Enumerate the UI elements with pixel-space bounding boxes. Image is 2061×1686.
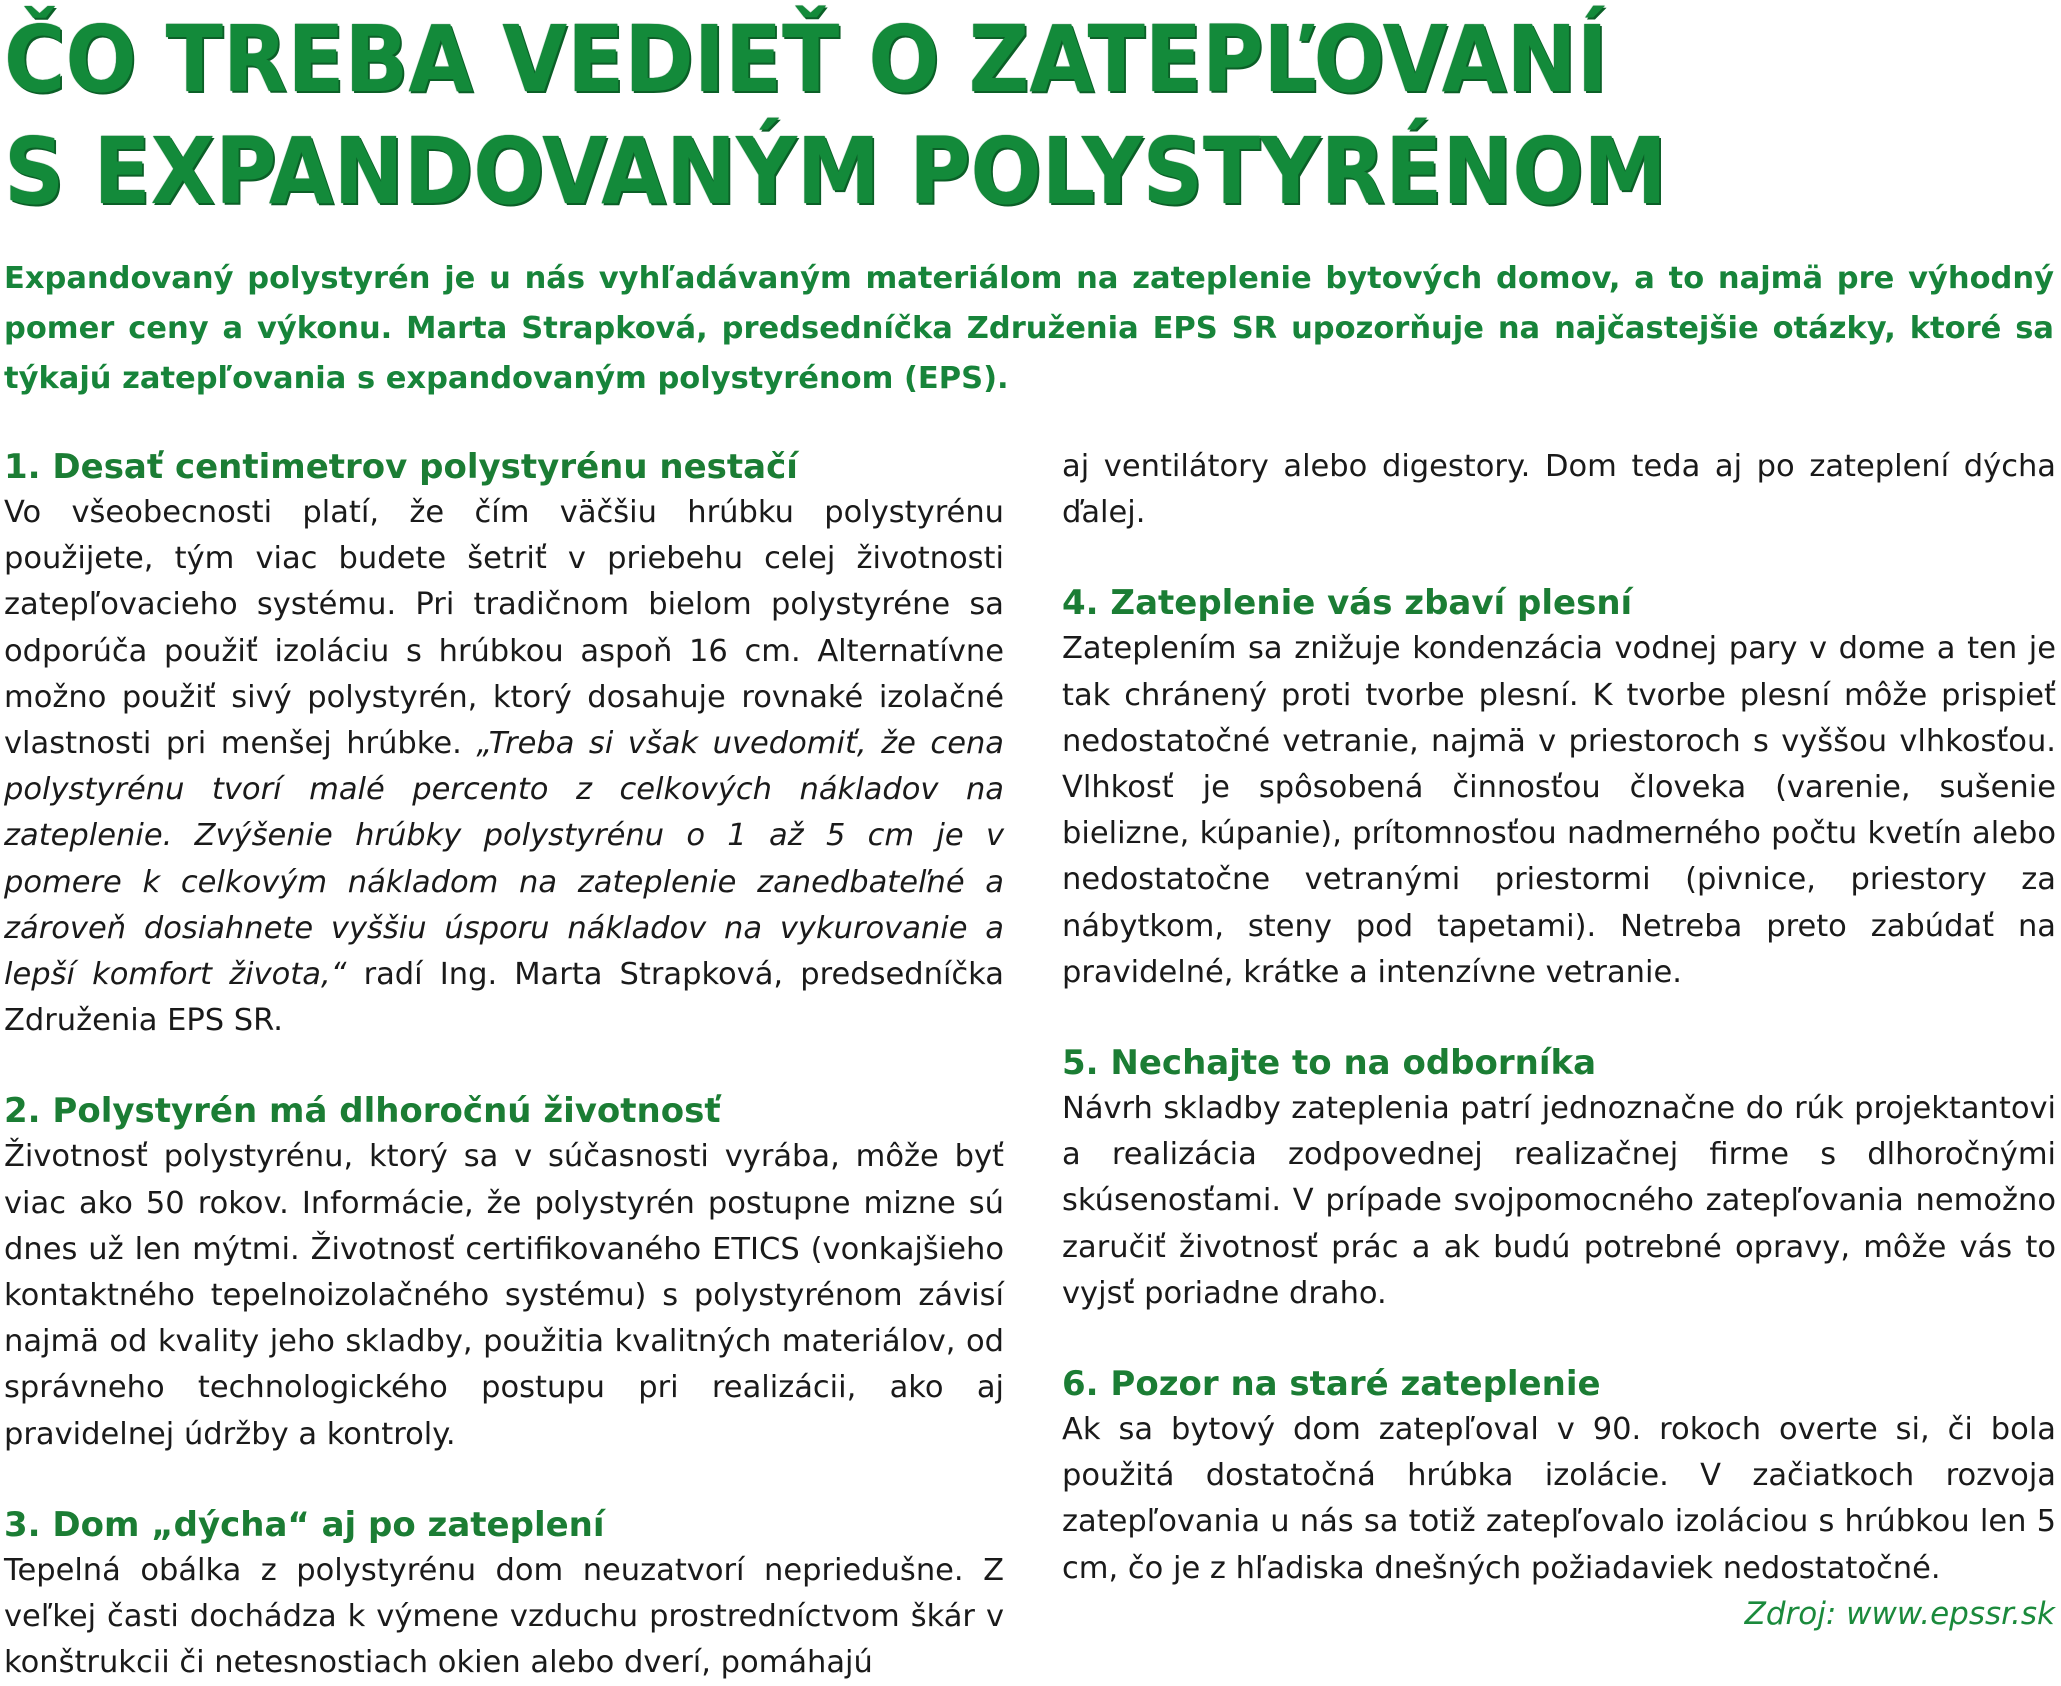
section-5-heading: 5. Nechajte to na odborníka [1062, 1043, 1597, 1084]
section-3-continuation-text: aj ventilátory alebo digestory. Dom teda aj po zateplení dýcha ďalej. [1062, 449, 2056, 531]
section-5 [1062, 1040, 2056, 1317]
section-5-body: Návrh skladby zateplenia patrí jednoznačne do rúk projektantovi a realizácia zodpovednej realizačnej firme s dlhoročnými skúsenosťami. V prípade svojpomocného zatepľovania nemožno zaručiť životnosť prác a ak budú potrebné opravy, môže vás to vyjsť poriadne draho. [1062, 1091, 2056, 1311]
spacer [1062, 536, 2056, 580]
section-2-body: Životnosť polystyrénu, ktorý sa v súčasnosti vyrába, môže byť viac ako 50 rokov. Informácie, že polystyrén postupne mizne sú dnes už len mýtmi. Životnosť certifikovaného ETICS (vonkajšieho kontaktného tepelnoizolačného systému) s polystyrénom závisí najmä od kvality jeho skladby, použitia kvalitných materiálov, od správneho technologického postupu pri realizácii, ako aj pravidelnej údržby a kontroly. [4, 1139, 1004, 1452]
section-6-heading: 6. Pozor na staré zateplenie [1062, 1364, 1601, 1405]
section-1-body [4, 490, 1004, 1044]
article-title [4, 4, 1667, 228]
section-1 [4, 444, 1004, 1044]
section-1-quote: „Treba si však uvedomiť, že cena polystyrénu tvorí malé percento z celkových nákladov na zateplenie. Zvýšenie hrúbky polystyrénu o 1 až 5 cm je v pomere k celkovým nákladom na zateplenie zanedbateľné a zároveň dosiahnete vyššiu úsporu nákladov na vykurovanie a lepší komfort života,“ [4, 726, 1004, 993]
section-1-text: Vo všeobecnosti platí, že čím väčšiu hrúbku polystyrénu použijete, tým viac budete šetriť v priebehu celej životnosti zatepľovacieho systému. Pri tradičnom bielom polystyréne sa odporúča použiť izoláciu s hrúbkou aspoň 16 cm. Alternatívne možno použiť sivý polystyrén, ktorý dosahuje rovnaké izolačné vlastnosti pri menšej hrúbke. [4, 495, 1004, 762]
section-2-heading: 2. Polystyrén má dlhoročnú životnosť [4, 1091, 721, 1132]
section-4 [1062, 580, 2056, 996]
section-4-heading: 4. Zateplenie vás zbaví plesní [1062, 583, 1633, 624]
section-2 [4, 1088, 1004, 1457]
source-credit: Zdroj: www.epssr.sk [1744, 1596, 2055, 1632]
section-3-heading: 3. Dom „dýcha“ aj po zateplení [4, 1504, 605, 1545]
spacer [1062, 1317, 2056, 1361]
lead-paragraph: Expandovaný polystyrén je u nás vyhľadávaným materiálom na zateplenie bytových domov, a to najmä pre výhodný pomer ceny a výkonu. Marta Strapková, predsedníčka Združenia EPS SR upozorňuje na najčastejšie otázky, ktoré sa týkajú zatepľovania s expandovaným polystyrénom (EPS). [4, 261, 2054, 396]
title-line-1: ČO TREBA VEDIEŤ O ZATEPĽOVANÍ [4, 6, 1608, 113]
spacer [1062, 996, 2056, 1040]
section-3 [4, 1502, 1004, 1686]
section-6 [1062, 1361, 2056, 1592]
spacer [4, 1458, 1004, 1502]
section-3-body: Tepelná obálka z polystyrénu dom neuzatvorí nepriedušne. Z veľkej časti dochádza k výmene vzduchu prostredníctvom škár v konštrukcii či netesnostiach okien alebo dverí, pomáhajú [4, 1552, 1004, 1681]
section-1-attribution: radí Ing. Marta Strapková, predsedníčka Združenia EPS SR. [4, 957, 1004, 1039]
section-3-continuation [1062, 444, 2056, 536]
right-column [1062, 444, 2056, 1592]
left-column [4, 444, 1004, 1686]
section-1-heading: 1. Desať centimetrov polystyrénu nestačí [4, 447, 798, 487]
section-6-body: Ak sa bytový dom zatepľoval v 90. rokoch overte si, či bola použitá dostatočná hrúbka izolácie. V začiatkoch rozvoja zatepľovania u nás sa totiž zatepľovalo izoláciou s hrúbkou len 5 cm, čo je z hľadiska dnešných požiadaviek nedostatočné. [1062, 1412, 2056, 1586]
title-line-2: S EXPANDOVANÝM POLYSTYRÉNOM [4, 118, 1667, 225]
section-4-body: Zateplením sa znižuje kondenzácia vodnej pary v dome a ten je tak chránený proti tvorbe plesní. K tvorbe plesní môže prispieť nedostatočné vetranie, najmä v priestoroch s vyššou vlhkosťou. Vlhkosť je spôsobená činnosťou človeka (varenie, sušenie bielizne, kúpanie), prítomnosťou nadmerného počtu kvetín alebo nedostatočne vetranými priestormi (pivnice, priestory za nábytkom, steny pod tapetami). Netreba preto zabúdať na pravidelné, krátke a intenzívne vetranie. [1062, 631, 2056, 990]
spacer [4, 1044, 1004, 1088]
